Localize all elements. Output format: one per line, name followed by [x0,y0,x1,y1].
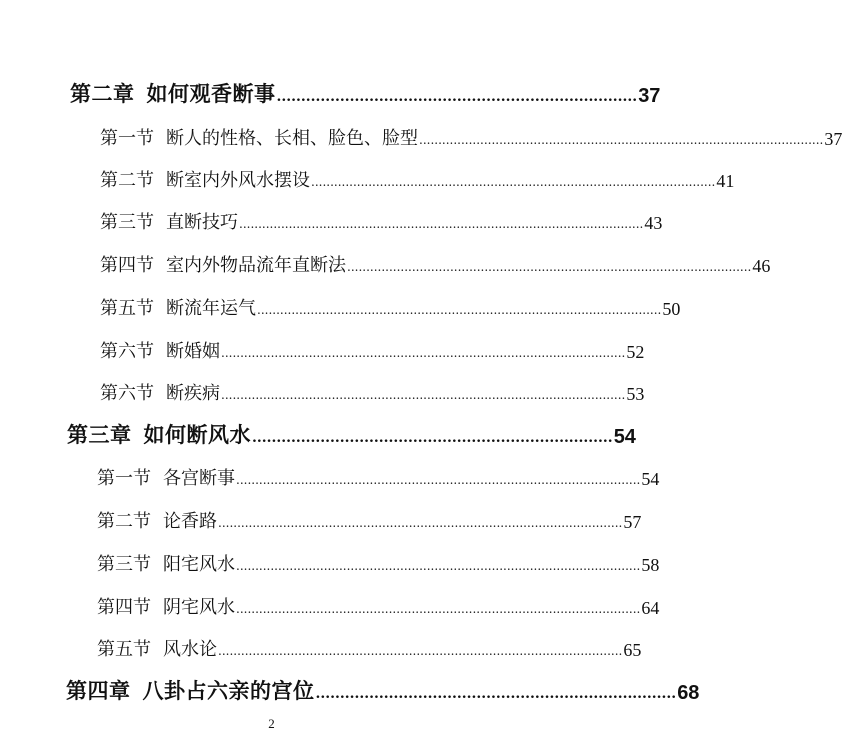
toc-section-entry [97,507,642,533]
dot-leader: .......................................................................................................... [236,602,641,616]
section-heading [100,379,220,405]
page-number: 57 [623,512,642,532]
page-number: 58 [641,555,660,575]
dot-leader: .......................................................................................................... [257,303,662,317]
section-heading [100,251,346,277]
section-heading [100,124,418,150]
section-heading [97,635,217,661]
page-number: 37 [638,85,661,107]
dot-leader: .......................................................................................................... [218,644,623,658]
chapter-title: 如何观香断事 [146,82,276,106]
toc-section-entry [97,593,660,619]
section-heading [97,550,235,576]
toc-section-entry [100,337,645,363]
section-number: 第一节 [100,128,154,149]
dot-leader: .......................................................................... [315,686,677,702]
section-title: 直断技巧 [166,212,238,233]
section-heading [97,464,235,490]
section-heading [100,337,220,363]
section-number: 第二节 [97,511,151,532]
chapter-heading [66,675,315,705]
toc-section-entry [100,294,681,320]
page-number: 54 [613,426,636,448]
page-number: 37 [824,129,842,149]
section-number: 第四节 [97,597,151,618]
page-number: 65 [623,640,642,660]
section-number: 第三节 [97,554,151,575]
toc-section-entry [97,635,642,661]
section-number: 第一节 [97,468,151,489]
section-number: 第四节 [100,255,154,276]
section-title: 风水论 [163,639,217,660]
chapter-heading [67,419,251,449]
section-title: 阳宅风水 [163,554,235,575]
toc-section-entry [97,550,660,576]
chapter-heading [70,78,276,108]
section-heading [100,166,310,192]
dot-leader: .......................................................................................................... [419,133,824,147]
page-number: 68 [677,682,700,704]
section-number: 第六节 [100,341,154,362]
toc-chapter-entry [66,677,700,705]
section-heading [100,294,256,320]
page-number: 50 [662,299,681,319]
section-title: 阴宅风水 [163,597,235,618]
toc-section-entry [100,124,842,150]
chapter-title: 八卦占六亲的宫位 [142,679,315,703]
dot-leader: .......................................................................................................... [218,516,623,530]
chapter-title: 如何断风水 [143,423,251,447]
section-number: 第五节 [100,298,154,319]
chapter-number: 第三章 [67,423,132,447]
section-title: 断婚姻 [166,341,220,362]
section-number: 第二节 [100,170,154,191]
toc-section-entry [100,166,735,192]
section-number: 第三节 [100,212,154,233]
dot-leader: .......................................................................................................... [347,260,752,274]
section-heading [100,208,238,234]
section-title: 各宫断事 [163,468,235,489]
dot-leader: .......................................................................................................... [221,346,626,360]
page-number: 52 [626,342,645,362]
page-number: 46 [752,256,771,276]
dot-leader: .......................................................................................................... [239,217,644,231]
section-title: 断室内外风水摆设 [166,170,310,191]
section-title: 断人的性格、长相、脸色、脸型 [166,128,418,149]
dot-leader: .......................................................................................................... [221,388,626,402]
dot-leader: .......................................................................................................... [236,559,641,573]
toc-section-entry [100,208,663,234]
page-number: 43 [644,213,663,233]
page-number: 53 [626,384,645,404]
toc-chapter-entry [70,80,661,108]
toc-section-entry [100,379,645,405]
section-title: 室内外物品流年直断法 [166,255,346,276]
chapter-number: 第四章 [66,679,131,703]
page-number: 41 [716,171,735,191]
page-number: 54 [641,469,660,489]
section-number: 第五节 [97,639,151,660]
section-heading [97,507,217,533]
toc-chapter-entry [67,421,636,449]
section-heading [97,593,235,619]
dot-leader: .......................................................................................................... [311,175,716,189]
section-number: 第六节 [100,383,154,404]
section-title: 论香路 [163,511,217,532]
chapter-number: 第二章 [70,82,135,106]
toc-section-entry [100,251,771,277]
section-title: 断流年运气 [166,298,256,319]
toc-section-entry [97,464,660,490]
page-number: 64 [641,598,660,618]
dot-leader: .......................................................................... [276,89,638,105]
dot-leader: .......................................................................... [252,430,613,446]
section-title: 断疾病 [166,383,220,404]
footer-page-number: 2 [268,716,275,731]
dot-leader: .......................................................................................................... [236,473,641,487]
